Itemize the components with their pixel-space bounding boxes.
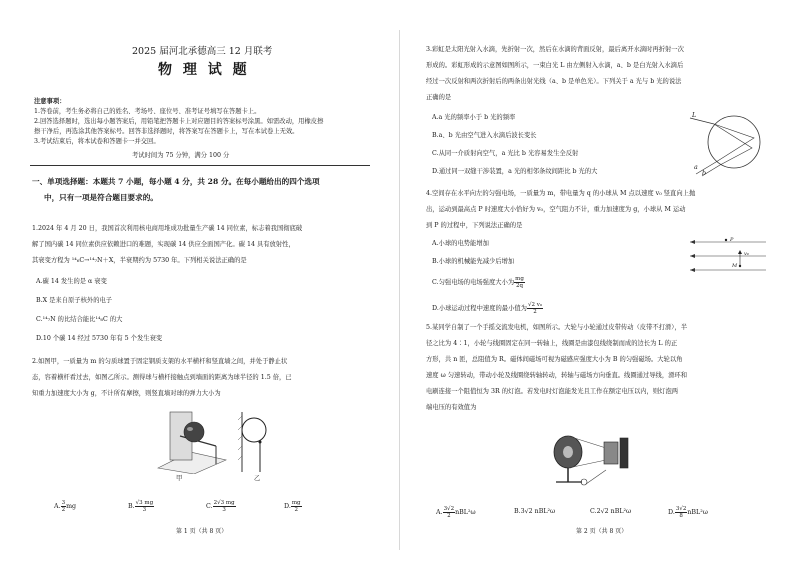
fig-label-b: b bbox=[702, 170, 707, 177]
q1-line: 其衰变方程为 ¹⁴₆C→¹⁴₇N＋X，半衰期约为 5730 年。下列相关说法正确的是 bbox=[32, 257, 247, 264]
q1-option-b: B.X 是来自原子核外的电子 bbox=[36, 297, 113, 304]
q3-option-a: A.a 光的频率小于 b 光的频率 bbox=[432, 114, 516, 121]
page-footer: 第 2 页（共 8 页） bbox=[576, 528, 628, 535]
q5-generator-figure bbox=[546, 420, 642, 492]
q4-option-c: C.匀强电场的电场强度大小为 $\frac{mg}{2q}$ bbox=[432, 276, 524, 289]
fig-label-l: L bbox=[692, 112, 697, 119]
q3-option-b: B.a、b 光由空气进入水滴后波长变长 bbox=[432, 132, 537, 139]
q3-droplet-figure bbox=[688, 108, 768, 178]
q1-option-d: D.10 个碳 14 经过 5730 年有 5 个发生衰变 bbox=[36, 335, 163, 342]
q5-line: 速度 ω 匀速转动，带动小轮及线圈绕转轴转动，转轴与磁场方向垂直。线圈通过导线，滑环和 bbox=[426, 372, 688, 379]
notice-line: 3.考试结束后，将本试卷和答题卡一并交回。 bbox=[34, 138, 160, 145]
fig-label-b: 乙 bbox=[254, 475, 261, 482]
q5-line: 径之比为 4∶1，小轮与线圈固定在同一转轴上，线圈是由漆包线绕制而成的边长为 L 的正 bbox=[426, 340, 678, 347]
q2-line: 态，容着横杆看过去，如图乙所示。测得球与横杆接触点到墙面的距离为球半径的 1.5 倍，已 bbox=[32, 374, 292, 381]
q4-field-figure bbox=[686, 230, 770, 286]
q3-line: 3.彩虹是太阳光射入水滴，先折射一次，然后在水滴的背面反射，最后离开水滴时再折射一次 bbox=[426, 46, 684, 53]
q5-line: 方形，共 n 匝，总阻值为 R。磁体间磁场可视为磁感应强度大小为 B 的匀强磁场。大轮以角 bbox=[426, 356, 683, 363]
header-divider bbox=[30, 165, 370, 166]
q3-line: 形成的。彩虹形成的示意图如图所示，一束白光 L 由左侧射入水滴，a、b 是白光射入水滴后 bbox=[426, 62, 684, 69]
q4-option-d: D.小球运动过程中速度的最小值为 $\frac{\text{√2 v₀}}{2}$ bbox=[432, 302, 543, 315]
fig-label-v0: v₀ bbox=[744, 251, 749, 257]
q4-line: 4.空间存在水平向左的匀强电场，一质量为 m，带电量为 q 的小球从 M 点以速度 v₀ 竖直向上抛 bbox=[426, 190, 696, 197]
exam-title: 2025 届河北承德高三 12 月联考 bbox=[132, 46, 273, 57]
q4-option-a: A.小球的电势能增加 bbox=[432, 240, 489, 247]
subject-title: 物 理 试 题 bbox=[158, 62, 250, 78]
q5-line: 电刷连接一个阻值恒为 3R 的灯泡。若发电时灯泡能发光且工作在额定电压以内，则灯泡两 bbox=[426, 388, 679, 395]
q5-option-b: B.3√2 nBL²ω bbox=[514, 508, 556, 515]
q1-option-a: A.碳 14 发生的是 α 衰变 bbox=[36, 278, 107, 285]
q4-option-b: B.小球的机械能先减少后增加 bbox=[432, 258, 515, 265]
section-heading-cont: 中，只有一项是符合题目要求的。 bbox=[44, 193, 158, 202]
q3-option-d: D.通过同一双缝干涉装置，a 光的相邻条纹间距比 b 光的大 bbox=[432, 168, 598, 175]
page-footer: 第 1 页（共 8 页） bbox=[176, 528, 228, 535]
q3-line: 正确的是 bbox=[426, 94, 452, 101]
notice-line: 擦干净后，再选涂其他答案标号。回答非选择题时，将答案写在答题卡上，写在本试卷上无效。 bbox=[34, 128, 299, 135]
q5-line: 5.某同学自制了一个手摇交流发电机，如图所示。大轮与小轮通过皮带传动（皮带不打滑），半 bbox=[426, 324, 688, 331]
q2-line: 知重力加速度大小为 g，不计所有摩擦，则竖直墙对球的弹力大小为 bbox=[32, 390, 221, 397]
time-info: 考试时间为 75 分钟，满分 100 分 bbox=[132, 152, 230, 159]
q4-line: 到 P 的过程中，下列说法正确的是 bbox=[426, 222, 523, 229]
q2-figure-a bbox=[150, 408, 230, 474]
q5-line: 端电压的有效值为 bbox=[426, 404, 477, 411]
q2-line: 2.如图甲，一质量为 m 的匀质球置于固定钢质支架的水平横杆和竖直墙之间，并处于静止状 bbox=[32, 358, 288, 365]
q2-figure-b bbox=[236, 410, 276, 474]
fig-label-a: a bbox=[694, 164, 698, 171]
q2-option-c: C. $\frac{2√3 mg}{3}$ bbox=[206, 500, 235, 513]
q2-option-d: D. $\frac{mg}{2}$ bbox=[284, 500, 301, 513]
q1-line: 1.2024 年 4 月 20 日，我国首次利用核电商用堆成功批量生产碳 14 同位素，标志着我国彻底破 bbox=[32, 225, 303, 232]
notice-heading: 注意事项： bbox=[34, 98, 66, 105]
q2-option-b: B. $\frac{√3 mg}{3}$ bbox=[128, 500, 154, 513]
q3-option-c: C.从同一介质射向空气，a 光比 b 光容易发生全反射 bbox=[432, 150, 579, 157]
page-2 bbox=[400, 0, 800, 566]
fig-label-p: P bbox=[730, 237, 734, 243]
fig-label-a: 甲 bbox=[176, 475, 183, 482]
q1-line: 解了国内碳 14 同位素供应依赖进口的难题，实现碳 14 供应全面国产化。碳 14 具有放射性， bbox=[32, 241, 295, 248]
notice-line: 1.答卷前，考生务必将自己的姓名、考场号、座位号、准考证号填写在答题卡上。 bbox=[34, 108, 261, 115]
q5-option-d: D. $\frac{3√2}{8}$ nBL²ω bbox=[668, 506, 708, 519]
q3-line: 经过一次反射和两次折射后的两条出射光线（a、b 是单色光）。下列关于 a 光与 b 光的说法 bbox=[426, 78, 682, 85]
q2-option-a: A. $\frac{3}{2}$ mg bbox=[54, 500, 77, 513]
section-heading: 一、单项选择题：本题共 7 小题，每小题 4 分，共 28 分。在每小题给出的四个选项 bbox=[32, 177, 320, 186]
q5-option-a: A. $\frac{3√2}{2}$ nBL²ω bbox=[436, 506, 476, 519]
q5-option-c: C.2√2 nBL²ω bbox=[590, 508, 632, 515]
q1-option-c: C.¹⁴₇N 的比结合能比¹⁴₆C 的大 bbox=[36, 316, 123, 323]
notice-line: 2.回答选择题时，选出每小题答案后，用铅笔把答题卡上对应题目的答案标号涂黑。如需改动，用橡皮擦 bbox=[34, 118, 324, 125]
q4-line: 出，运动到最高点 P 时速度大小恰好为 v₀，空气阻力不计，重力加速度为 g，小球从 M 运动 bbox=[426, 206, 686, 213]
fig-label-m: M bbox=[732, 263, 738, 269]
